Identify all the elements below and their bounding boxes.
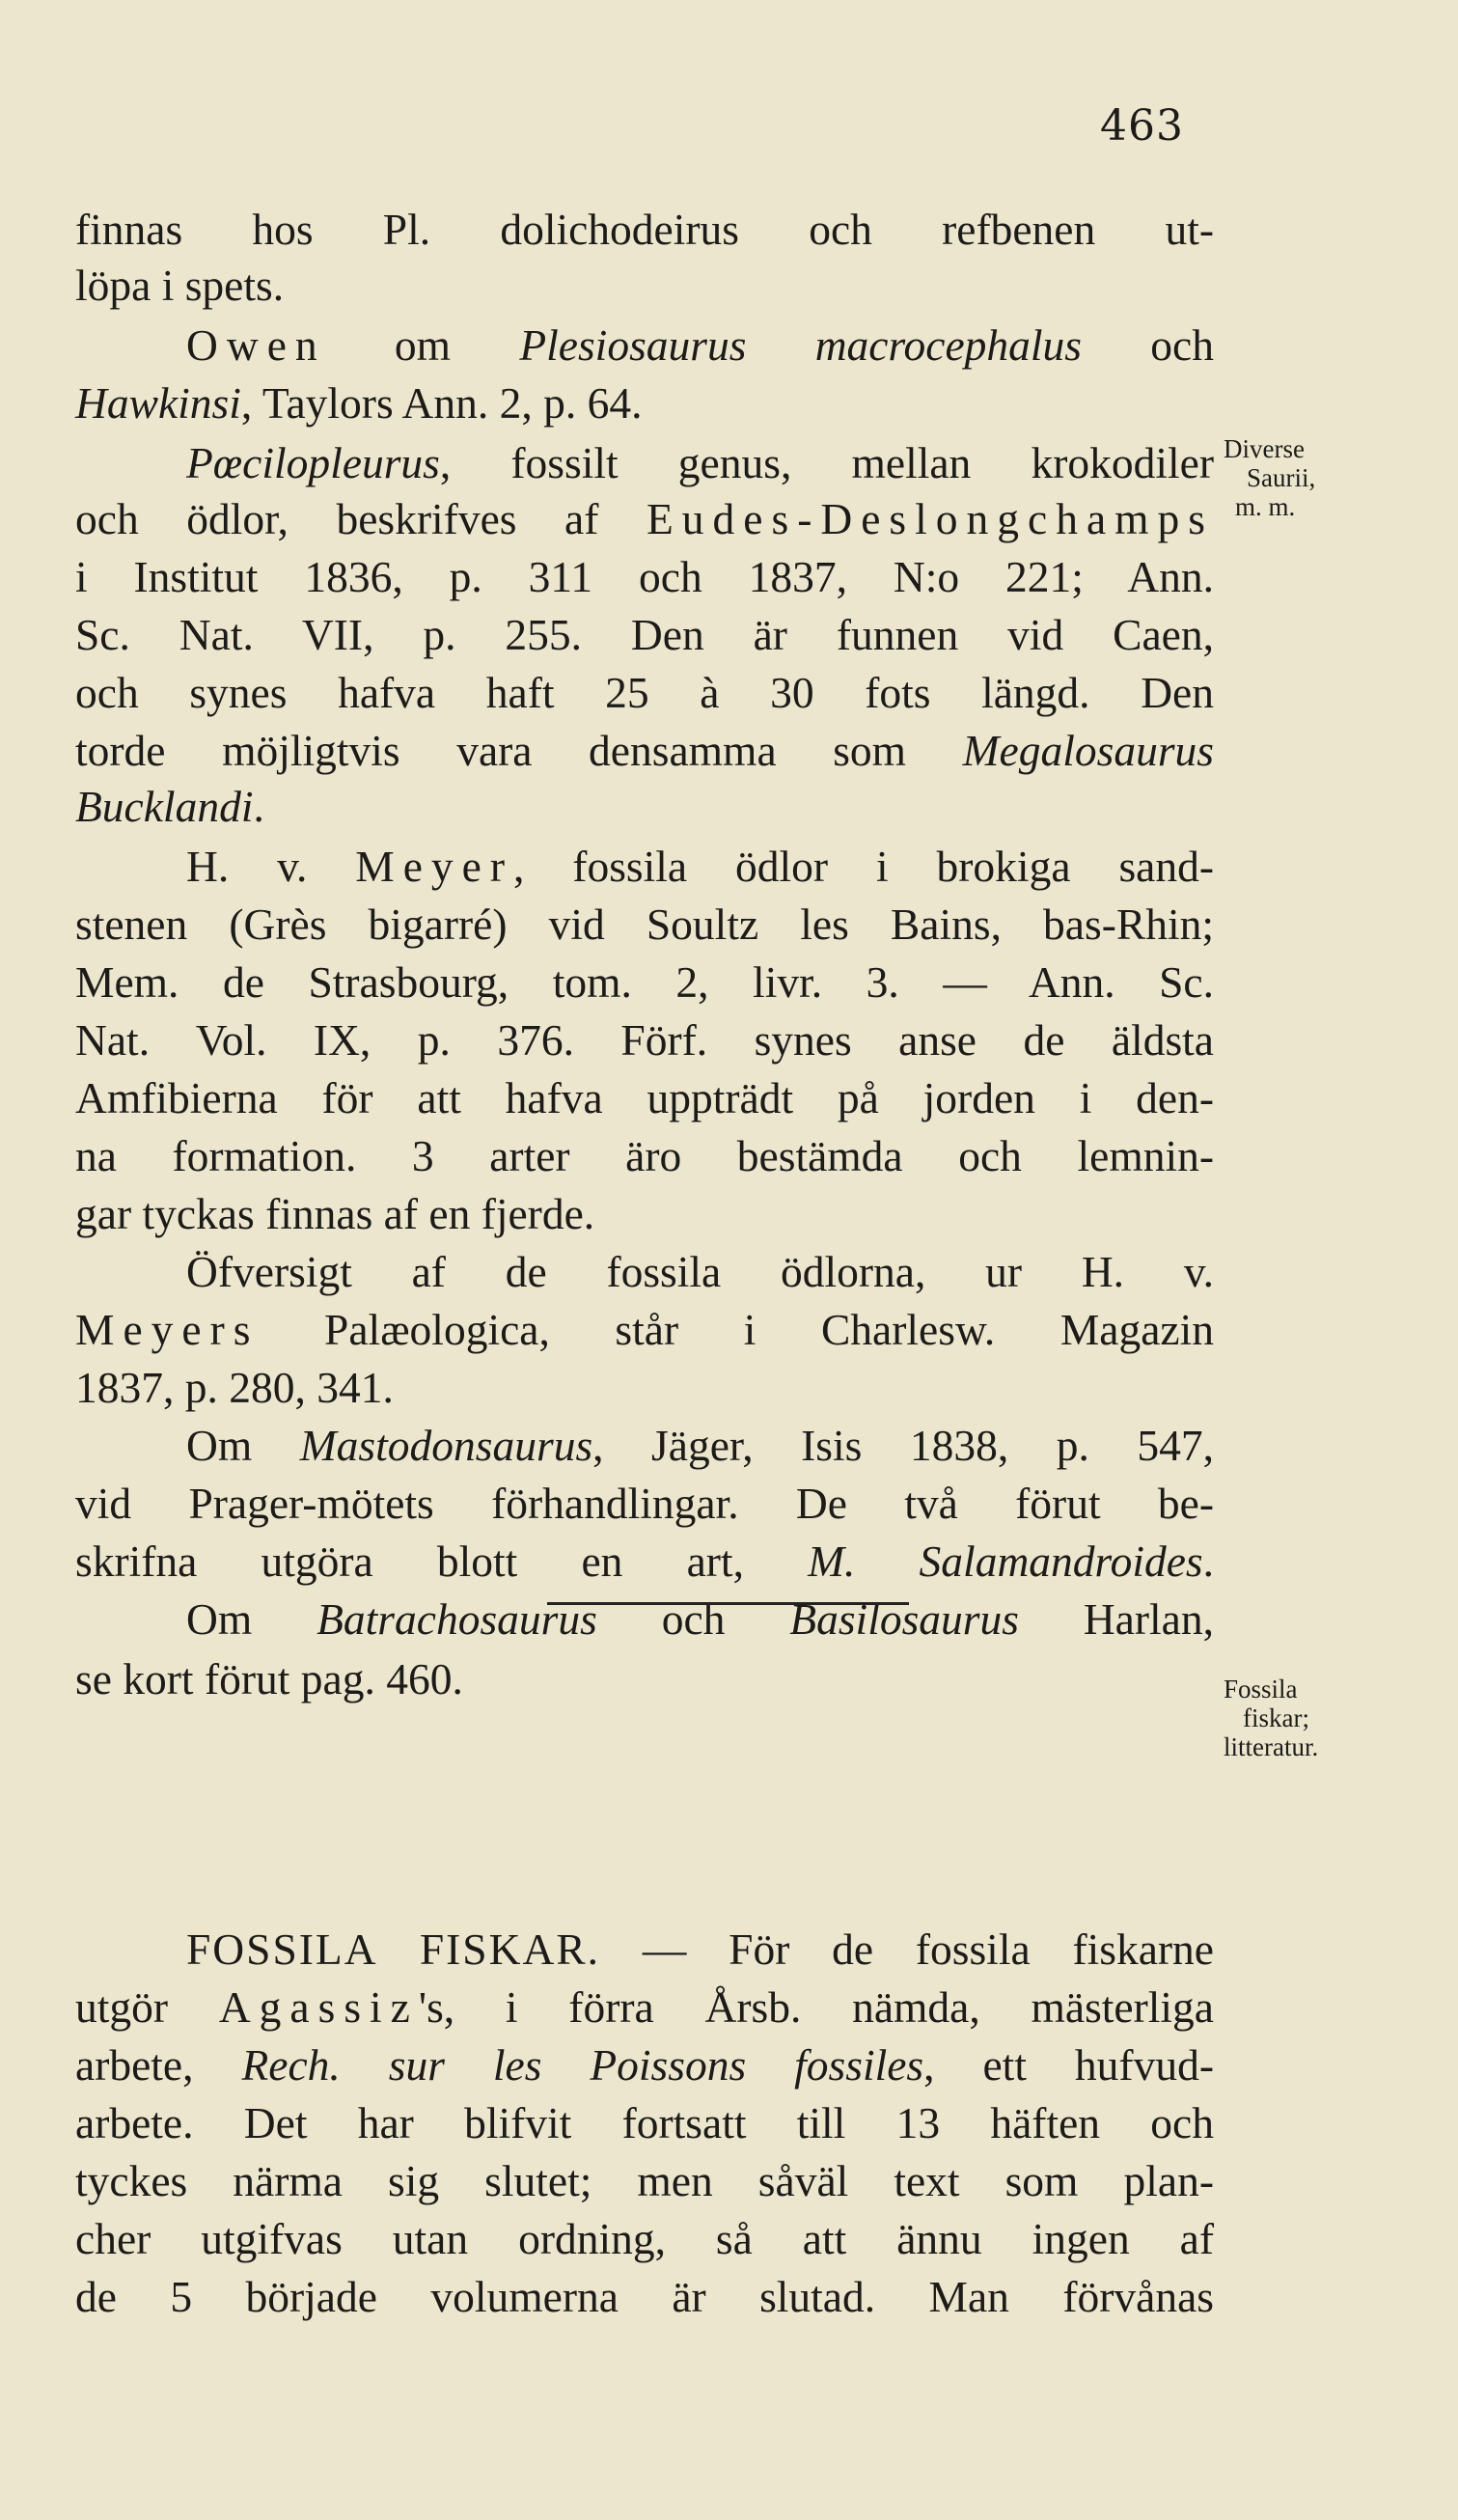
text-line: gar tyckas finnas af en fjerde. xyxy=(75,1189,595,1238)
text-line: skrifna utgöra blott en art, M. Salamandroides. xyxy=(75,1537,1214,1586)
text-line: Amfibierna för att hafva uppträdt på jorden i den- xyxy=(75,1073,1214,1122)
margin-note-line: Saurii, xyxy=(1247,463,1316,492)
text-line: stenen (Grès bigarré) vid Soultz les Bains, bas-Rhin; xyxy=(75,900,1214,949)
text-line: Öfversigt af de fossila ödlorna, ur H. v. xyxy=(186,1247,1214,1296)
text-line: tyckes närma sig slutet; men såväl text som plan- xyxy=(75,2156,1214,2205)
text-line: Om Batrachosaurus och Basilosaurus Harlan, xyxy=(186,1594,1214,1644)
text-line: de 5 började volumerna är slutad. Man förvånas xyxy=(75,2272,1214,2321)
text-line: H. v. Meyer, fossila ödlor i brokiga sand- xyxy=(186,842,1214,891)
text-line: Pœcilopleurus, fossilt genus, mellan krokodiler xyxy=(186,438,1214,487)
margin-note-line: litteratur. xyxy=(1224,1732,1319,1761)
margin-note-fiskar xyxy=(1224,1675,1455,1761)
text-line: Nat. Vol. IX, p. 376. Förf. synes anse de äldsta xyxy=(75,1015,1214,1065)
page-number: 463 xyxy=(1100,101,1184,151)
text-line: och ödlor, beskrifves af Eudes-Deslongchamps xyxy=(75,494,1214,543)
text-line: arbete, Rech. sur les Poissons fossiles, ett hufvud- xyxy=(75,2040,1214,2090)
text-line: finnas hos Pl. dolichodeirus och refbenen ut- xyxy=(75,205,1214,254)
margin-note-line: Diverse xyxy=(1224,434,1305,463)
text-line: vid Prager-mötets förhandlingar. De två förut be- xyxy=(75,1479,1214,1528)
margin-note-saurii xyxy=(1224,434,1455,521)
margin-note-line: fiskar; xyxy=(1243,1703,1309,1732)
text-line: Sc. Nat. VII, p. 255. Den är funnen vid Caen, xyxy=(75,610,1214,659)
margin-note-line: Fossila xyxy=(1224,1675,1298,1703)
margin-note-line: m. m. xyxy=(1235,492,1296,521)
text-line: Hawkinsi, Taylors Ann. 2, p. 64. xyxy=(75,378,643,428)
text-line: Meyers Palæologica, står i Charlesw. Magazin xyxy=(75,1305,1214,1354)
text-line: Mem. de Strasbourg, tom. 2, livr. 3. — Ann. Sc. xyxy=(75,957,1214,1007)
text-line: Bucklandi. xyxy=(75,782,264,831)
text-line: 1837, p. 280, 341. xyxy=(75,1363,394,1412)
text-line: i Institut 1836, p. 311 och 1837, N:o 221; Ann. xyxy=(75,552,1214,601)
text-line: FOSSILA FISKAR. — För de fossila fiskarne xyxy=(186,1925,1214,1974)
text-line: Owen om Plesiosaurus macrocephalus och xyxy=(186,320,1214,370)
text-line: löpa i spets. xyxy=(75,261,285,310)
section-divider xyxy=(547,1602,909,1605)
text-line: utgör Agassiz's, i förra Årsb. nämda, mästerliga xyxy=(75,1982,1214,2032)
text-line: arbete. Det har blifvit fortsatt till 13 häften och xyxy=(75,2098,1214,2147)
text-line: na formation. 3 arter äro bestämda och lemnin- xyxy=(75,1131,1214,1180)
text-line: se kort förut pag. 460. xyxy=(75,1654,463,1703)
text-line: Om Mastodonsaurus, Jäger, Isis 1838, p. 547, xyxy=(186,1421,1215,1470)
text-line: och synes hafva haft 25 à 30 fots längd. Den xyxy=(75,668,1214,717)
text-line: torde möjligtvis vara densamma som Megalosaurus xyxy=(75,726,1214,775)
text-line: cher utgifvas utan ordning, så att ännu ingen af xyxy=(75,2214,1214,2263)
